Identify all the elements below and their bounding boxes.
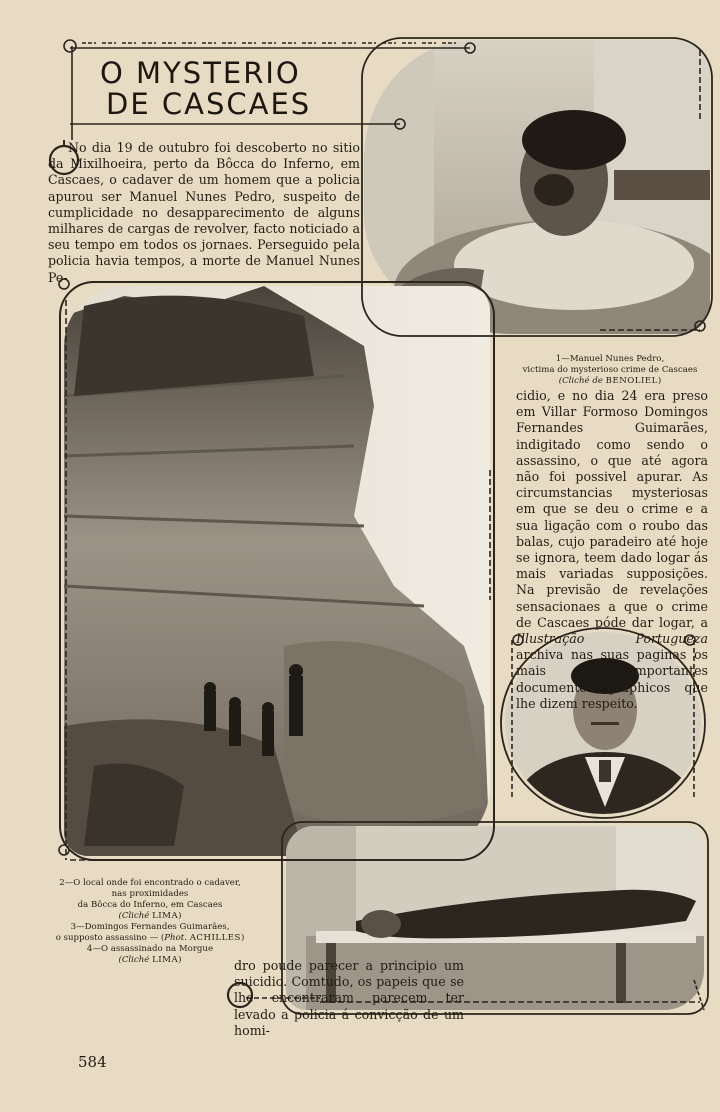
caption-suspect-line-2: [20, 933, 280, 944]
title-line-2: DE CASCAES: [106, 87, 312, 121]
publication-name: Illustração Portugueza: [516, 631, 708, 647]
caption-location-line-3: da Bôcca do Inferno, em Cascaes: [77, 900, 223, 910]
paragraph-2-end: archiva nas suas paginas os mais importantes documentos graphicos que lhe dizem respeito.: [516, 647, 708, 711]
caption-location-photographer: LIMA: [152, 911, 179, 921]
paragraph-2-start: cidio, e no dia 24 era preso em Villar Formoso Domingos Fernandes Guimarães, indigitado como sendo o assassino, o que até agora não foi possivel apurar. As circumstancias mysteriosas em que se deu o crime e a sua ligação com o roubo das balas, cujo paradeiro até hoje se ignora, teem dado logar ás mais variadas supposições. Na previsão de revelações sensacionaes a que o crime de Cascaes póde dar logar, a: [516, 388, 708, 630]
caption-suspect-prefix: o supposto assassino — (: [55, 933, 165, 943]
caption-photos-2-4: [20, 878, 280, 966]
caption-location-close: ): [178, 911, 182, 921]
caption-morgue-close: ): [178, 955, 182, 965]
caption-suspect-photographer: ACHILLES: [189, 933, 241, 943]
page-number: 584: [78, 1053, 107, 1071]
caption-victim-close: ): [657, 376, 662, 386]
caption-victim-line-1: 1—Manuel Nunes Pedro,: [555, 354, 665, 364]
title-line-1: O MYSTERIO: [100, 56, 301, 90]
caption-location-credit: [20, 911, 280, 922]
article-paragraph-1: No dia 19 de outubro foi descoberto no sitio da Mixilhoeira, perto da Bôcca do Inferno, em Cascaes, o cadaver de um homem que a policia apurou ser Manuel Nunes Pedro, suspeito de cumplicidade no desapparecimento de alguns milhares de cargas de revolver, facto noticiado a seu tempo em todos os jornaes. Perseguido pela policia havia tempos, a morte de Manuel Nunes Pe-: [48, 140, 360, 285]
caption-location-cliche: (Cliché: [118, 911, 153, 921]
caption-victim-cliche: (Cliché de: [558, 376, 606, 386]
caption-location-line-1: 2—O local onde foi encontrado o cadaver,: [59, 878, 241, 888]
article-paragraph-3: dro poude parecer a principio um suicidio. Comtudo, os papeis que se lhe encontraram parecem ter levado a policia á convicção de um homi-: [234, 958, 464, 1038]
caption-suspect-phot: Phot.: [164, 933, 187, 943]
caption-victim-line-2: victima do mysterioso crime de Cascaes: [522, 365, 698, 375]
caption-victim-credit: BENOLIEL: [605, 376, 658, 386]
article-title: [100, 58, 420, 120]
article-paragraph-2: [516, 388, 708, 712]
caption-victim: [510, 354, 710, 387]
caption-location-line-2: nas proximidades: [111, 889, 189, 899]
caption-morgue-photographer: LIMA: [152, 955, 179, 965]
caption-suspect-close: ): [240, 933, 245, 943]
photo-cliff-location: [64, 286, 490, 856]
caption-morgue-cliche: (Cliché: [118, 955, 153, 965]
caption-morgue-line-1: 4—O assassinado na Morgue: [86, 944, 214, 954]
caption-suspect-line-1: 3—Domingos Fernandes Guimarães,: [70, 922, 230, 932]
